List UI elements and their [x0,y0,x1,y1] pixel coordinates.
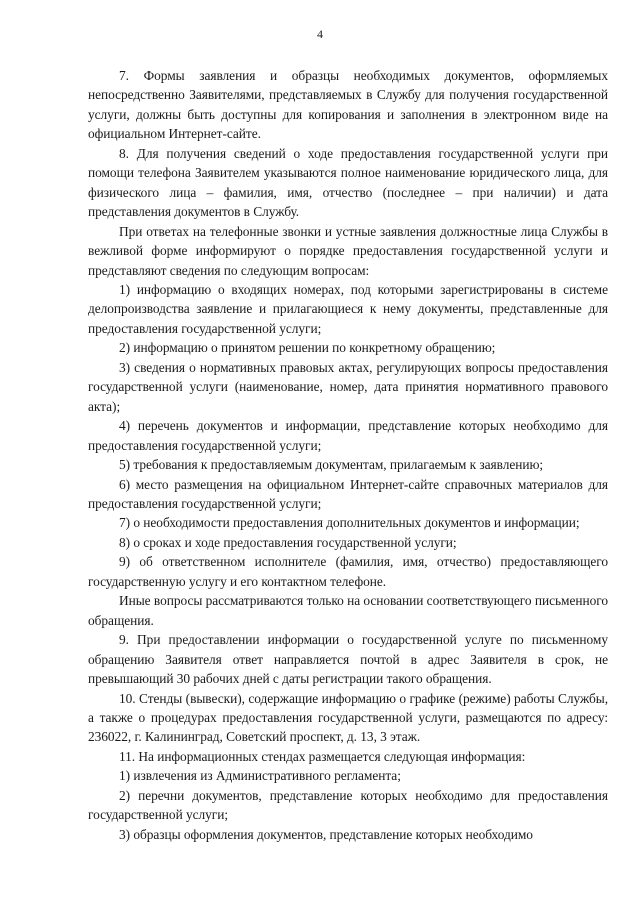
stand-list-item-2: 2) перечни документов, представление которых необходимо для предоставления государственной услуги; [88,787,608,823]
list-item-3: 3) сведения о нормативных правовых актах, регулирующих вопросы предоставления государственной услуги (наименование, номер, дата принятия нормативного правового акта); [88,359,608,414]
stand-list-item-1: 1) извлечения из Административного регламента; [119,768,401,784]
list-item-4: 4) перечень документов и информации, представление которых необходимо для предоставления государственной услуги; [88,418,608,453]
list-item-2: 2) информацию о принятом решении по конкретному обращению; [119,340,496,356]
paragraph-11-stand-info: 11. На информационных стендах размещается следующая информация: [119,748,526,764]
list-item-6: 6) место размещения на официальном Интернет-сайте справочных материалов для предоставления государственной услуги; [88,476,608,511]
stand-list-item-3: 3) образцы оформления документов, представление которых необходимо [119,826,533,842]
paragraph-10-stands: 10. Стенды (вывески), содержащие информацию о графике (режиме) работы Службы, а также о процедурах предоставления государственной услуги, размещаются по адресу: 236022, г. Калининград, Советский проспект, д. 13, 3 этаж. [88,690,608,745]
paragraph-phone-answers: При ответах на телефонные звонки и устные заявления должностные лица Службы в вежливой форме информируют о порядке предоставления государственной услуги и представляют сведения по следующим вопросам: [88,223,608,278]
paragraph-7-forms: 7. Формы заявления и образцы необходимых документов, оформляемых непосредственно Заявителями, представляемых в Службу для получения государственной услуги, должны быть доступны для копирования и заполнения в электронном виде на официальном Интернет-сайте. [88,68,608,142]
list-item-9: 9) об ответственном исполнителе (фамилия, имя, отчество) предоставляющего государственную услугу и его контактном телефоне. [88,554,608,589]
document-body [88,66,608,844]
list-item-8: 8) о сроках и ходе предоставления государственной услуги; [119,534,457,550]
paragraph-9-written-request: 9. При предоставлении информации о государственной услуге по письменному обращению Заявителя ответ направляется почтой в адрес Заявителя в срок, не превышающий 30 рабочих дней с даты регистрации такого обращения. [88,632,608,687]
list-item-7: 7) о необходимости предоставления дополнительных документов и информации; [119,515,580,531]
paragraph-other-questions: Иные вопросы рассматриваются только на основании соответствующего письменного обращения. [88,593,608,628]
list-item-1: 1) информацию о входящих номерах, под которыми зарегистрированы в системе делопроизводства заявление и прилагающиеся к нему документы, представленные для предоставления государственной услуги; [88,281,608,336]
paragraph-8-phone-info: 8. Для получения сведений о ходе предоставления государственной услуги при помощи телефона Заявителем указываются полное наименование юридического лица, для физического лица – фамилия, имя, отчество (последнее – при наличии) и дата представления документов в Службу. [88,145,608,220]
page-number: 4 [317,27,323,41]
list-item-5: 5) требования к предоставляемым документам, прилагаемым к заявлению; [119,457,544,473]
